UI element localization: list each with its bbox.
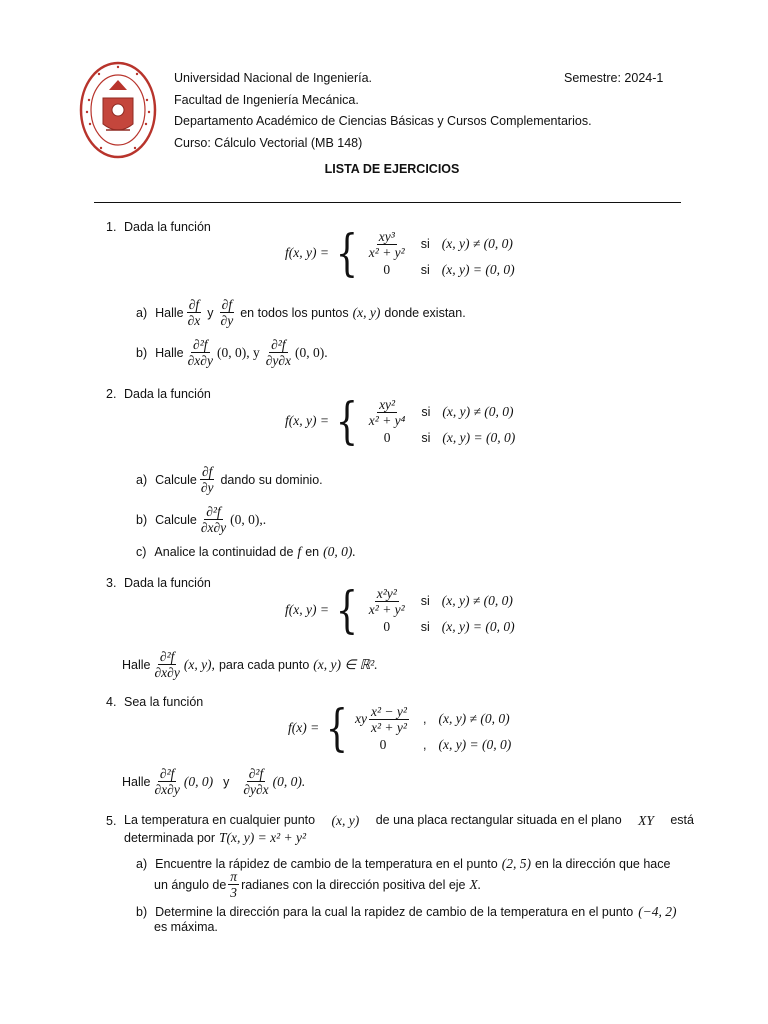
piecewise-cases [365, 229, 515, 278]
page-title: LISTA DE EJERCICIOS [324, 162, 460, 176]
problem-5-part-a-line-2: un ángulo de $\frac{\pi}{3}$ radianes con la dirección positiva del eje X. [154, 869, 482, 900]
function-lhs: f(x, y) = [285, 245, 329, 260]
problem-5-part-b-line-1: b) Determine la dirección para la cual la rapidez de cambio de la temperatura en el punto (−4, 2) [136, 904, 677, 919]
course: Curso: Cálculo Vectorial (MB 148) [174, 136, 363, 150]
problem-1-part-a: a) Halle $\frac{\partial f}{\partial x}$ y $\frac{\partial f}{\partial y}$ en todos los puntos (x, y) donde existan. [136, 297, 466, 328]
problem-4-intro: Sea la función [124, 695, 204, 709]
problem-3-function: f(x, y) = { $\frac{\text{x²y²}}{\text{x² + y²}}$ si (x, y) ≠ (0, 0) 0 si (x, y) = (0, 0) [285, 581, 515, 639]
case2-condition: (x, y) = (0, 0) [441, 261, 515, 277]
problem-2-intro: Dada la función [124, 387, 211, 401]
brace-icon: { [335, 392, 359, 450]
case2-value: 0 [383, 261, 391, 277]
case1-condition: (x, y) ≠ (0, 0) [441, 236, 513, 251]
case1-fraction: $\frac{\text{xy³}}{\text{x² + y²}}$ [368, 228, 405, 260]
problem-5-number: 5. [106, 814, 117, 828]
problem-2-part-a: a) Calcule $\frac{\partial f}{\partial y}$ dando su dominio. [136, 464, 323, 495]
problem-3-intro: Dada la función [124, 576, 211, 590]
university-seal [79, 60, 157, 160]
problem-3-number: 3. [106, 576, 117, 590]
problem-3-question: Halle $\frac{\text{∂²f}}{\partial x\partial y}$ (x, y), para cada punto (x, y) ∈ ℝ². [122, 649, 378, 680]
brace-icon: { [335, 224, 359, 282]
problem-5-line-2: determinada por T(x, y) = x² + y² [124, 830, 307, 845]
problem-2-number: 2. [106, 387, 117, 401]
problem-5-line-1: La temperatura en cualquier punto (x, y) de una placa rectangular situada en el plano XY está [124, 813, 694, 828]
brace-icon: { [325, 699, 349, 757]
case2-si: si [420, 262, 430, 277]
problem-2-part-b: b) Calcule $\frac{\text{∂²f}}{\partial x\partial y}$ (0, 0),. [136, 504, 267, 535]
brace-icon: { [335, 581, 359, 639]
university-name: Universidad Nacional de Ingeniería. [174, 71, 373, 85]
problem-2-function: f(x, y) = { $\frac{\text{xy²}}{\text{x² + y⁴}}$ si (x, y) ≠ (0, 0) 0 si (x, y) = (0, 0) [285, 392, 516, 450]
problem-4-question: Halle $\frac{\text{∂²f}}{\partial x\partial y}$ (0, 0) y $\frac{\text{∂²f}}{\partial y\partial x}$ (0, 0). [122, 766, 306, 797]
seal-icon [79, 60, 157, 160]
department: Departamento Académico de Ciencias Básicas y Cursos Complementarios. [174, 114, 592, 128]
header-divider [94, 202, 681, 203]
problem-2-part-c: c) Analice la continuidad de f en (0, 0). [136, 544, 356, 559]
problem-5-part-b-line-2: es máxima. [154, 920, 218, 934]
problem-5-part-a-line-1: a) Encuentre la rápidez de cambio de la temperatura en el punto (2, 5) en la dirección que hace [136, 856, 671, 871]
problem-4-number: 4. [106, 695, 117, 709]
problem-1-number: 1. [106, 220, 117, 234]
problem-1-function [285, 224, 515, 282]
problem-1-intro: Dada la función [124, 220, 211, 234]
case1-si: si [420, 237, 430, 251]
problem-4-function: f(x) = { xy $\frac{\text{x² − y²}}{\text{x² + y²}}$ , (x, y) ≠ (0, 0) 0 , (x, y) = (0, 0) [288, 699, 512, 757]
problem-1-part-b: b) Halle $\frac{\text{∂²f}}{\partial x\partial y}$ (0, 0), y $\frac{\text{∂²f}}{\partial y\partial x}$ (0, 0). [136, 337, 328, 368]
faculty: Facultad de Ingeniería Mecánica. [174, 93, 359, 107]
semester: Semestre: 2024-1 [564, 71, 664, 85]
